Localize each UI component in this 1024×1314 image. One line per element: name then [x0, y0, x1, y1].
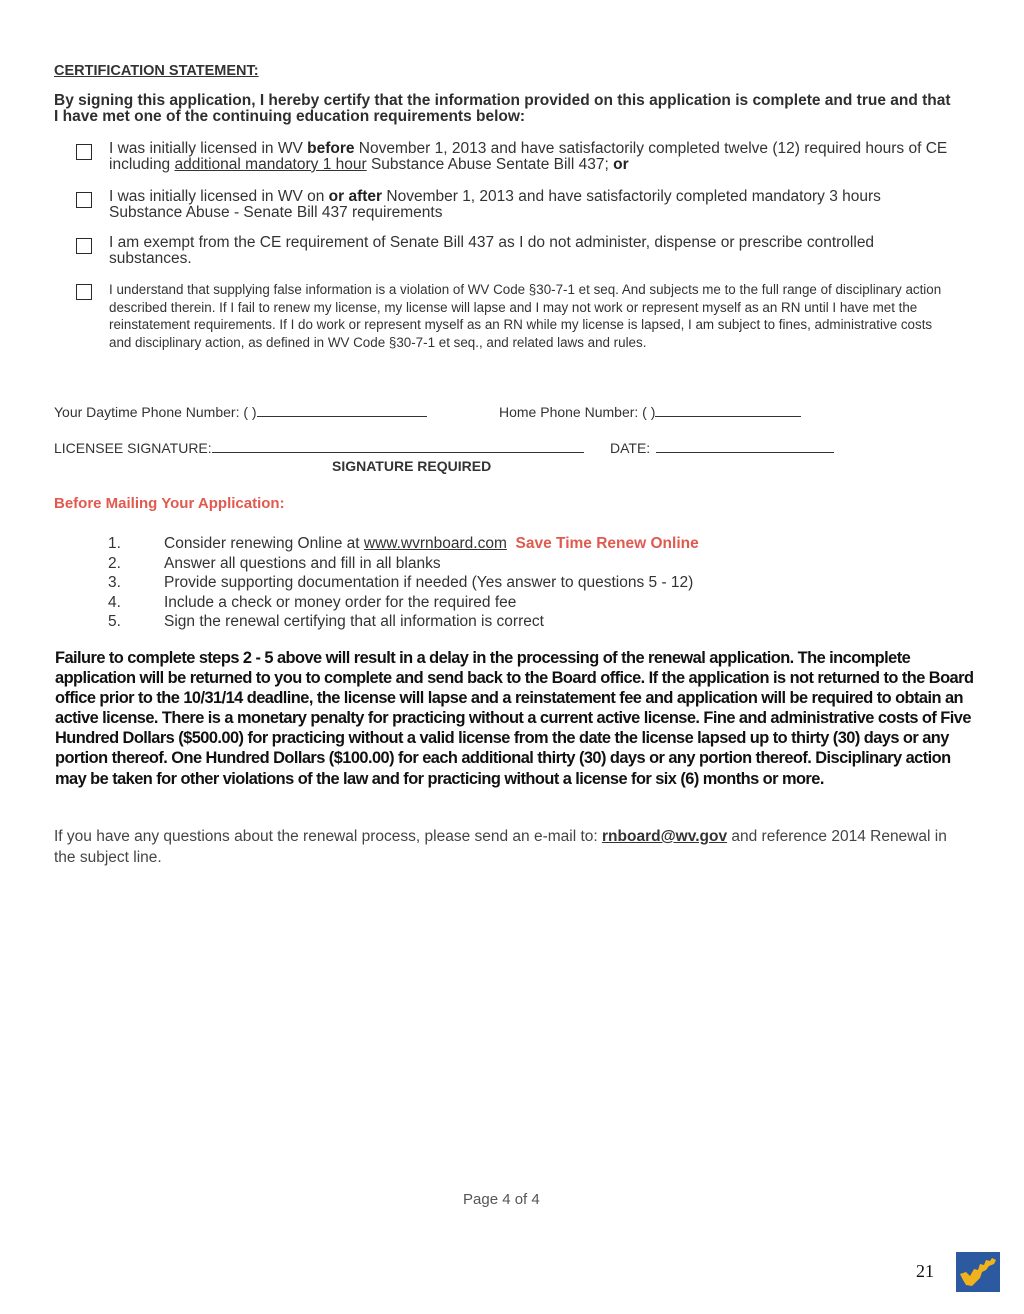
checkbox[interactable]	[76, 144, 92, 160]
false-information-acknowledgement	[76, 281, 956, 351]
wvrnboard-link[interactable]: www.wvrnboard.com	[363, 535, 507, 552]
ce-option-before-2013	[76, 141, 956, 173]
contact-note: If you have any questions about the renewal process, please send an e-mail to: rnboard@wv.gov and reference 2014 Renewal in the subject line.	[54, 828, 947, 866]
mailing-steps	[108, 534, 699, 632]
ce-option-exempt	[76, 235, 956, 267]
date-field[interactable]	[610, 440, 834, 456]
daytime-phone-field[interactable]	[54, 404, 427, 420]
email-link[interactable]: rnboard@wv.gov	[602, 828, 728, 845]
home-phone-field[interactable]	[499, 404, 801, 420]
certification-heading: CERTIFICATION STATEMENT:	[54, 63, 259, 79]
option-text: I was initially licensed in WV on or after November 1, 2013 and have satisfactorily completed mandatory 3 hours Substance Abuse - Senate Bill 437 requirements	[109, 188, 881, 221]
daytime-phone-label: Your Daytime Phone Number: ( )	[54, 404, 257, 420]
renew-online-promo: Save Time Renew Online	[515, 535, 699, 552]
signature-field[interactable]	[54, 440, 584, 456]
step-item: 3. Provide supporting documentation if needed (Yes answer to questions 5 - 12)	[108, 574, 694, 591]
step-item: 2. Answer all questions and fill in all blanks	[108, 554, 441, 572]
certification-intro: By signing this application, I hereby certify that the information provided on this application is complete and true and that I have met one of the continuing education requirements below:	[54, 92, 951, 125]
option-text: I understand that supplying false information is a violation of WV Code §30-7-1 et seq. And subjects me to the full range of disciplinary action described therein. If I fail to renew my license, my license will lapse and I may not work or represent myself as an RN until I have met the reinstatement requirements. If I do work or represent myself as an RN while my license is lapsed, I am subject to fines, administrative costs and disciplinary action, as defined in WV Code §30-7-1 et seq., and related laws and rules.	[109, 282, 942, 350]
date-label: DATE:	[610, 440, 651, 456]
west-virginia-state-icon	[956, 1252, 1000, 1292]
option-text: I was initially licensed in WV before November 1, 2013 and have satisfactorily completed twelve (12) required hours of CE including additional mandatory 1 hour Substance Abuse Sentate Bill 437; or	[109, 140, 948, 173]
checkbox[interactable]	[76, 192, 92, 208]
signature-label: LICENSEE SIGNATURE:	[54, 440, 212, 456]
step-item: 4. Include a check or money order for the required fee	[108, 593, 517, 611]
option-text: I am exempt from the CE requirement of Senate Bill 437 as I do not administer, dispense or prescribe controlled substances.	[109, 234, 875, 267]
step-item: 5. Sign the renewal certifying that all information is correct	[108, 613, 544, 630]
mailing-heading: Before Mailing Your Application:	[54, 495, 285, 512]
late-renewal-warning: Failure to complete steps 2 - 5 above will result in a delay in the processing of the renewal application. The incomplete application will be returned to you to complete and send back to the Board office. If the application is not returned to the Board office prior to the 10/31/14 deadline, the license will lapse and a reinstatement fee and application will be required to obtain an active license. There is a monetary penalty for practicing without a current active license. Fine and administrative costs of Five Hundred Dollars ($500.00) for practicing without a valid license from the date the license lapsed up to thirty (30) days or any portion thereof. One Hundred Dollars ($100.00) for each additional thirty (30) days or any portion thereof. Disciplinary action may be taken for other violations of the law and for practicing without a license for six (6) months or more.	[55, 649, 974, 788]
step-item: 1. Consider renewing Online at www.wvrnboard.com Save Time Renew Online	[108, 535, 699, 552]
home-phone-label: Home Phone Number: ( )	[499, 404, 656, 420]
ce-option-after-2013	[76, 189, 956, 221]
page-indicator: Page 4 of 4	[463, 1191, 540, 1208]
checkbox[interactable]	[76, 284, 92, 300]
page-number: 21	[916, 1261, 934, 1281]
signature-required-note: SIGNATURE REQUIRED	[332, 458, 492, 474]
checkbox[interactable]	[76, 238, 92, 254]
